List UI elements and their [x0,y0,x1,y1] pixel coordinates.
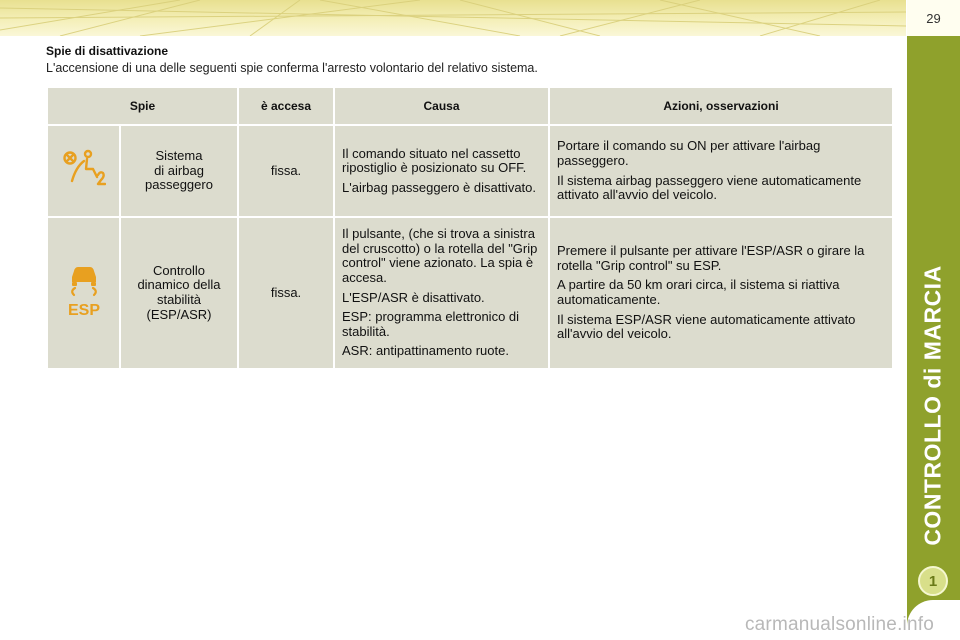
page-number: 29 [907,0,960,36]
light-name-line: Sistema [155,148,203,164]
action-text: Il sistema ESP/ASR viene automaticamente attivato all'avvio del veicolo. [557,311,856,342]
cause-text: ESP: programma elettronico di stabilità. [342,309,520,339]
action-text: A partire da 50 km orari circa, il sistema si riattiva automaticamente. [557,277,840,307]
action-text: Portare il comando su ON per attivare l'airbag passeggero. [557,138,821,168]
action-text: Premere il pulsante per attivare l'ESP/ASR o girare la rotella "Grip control" su ESP. [557,243,865,273]
cause-text: ASR: antipattinamento ruote. [342,343,509,359]
light-state-cell: fissa. [238,217,334,369]
intro-text: L'accensione di una delle seguenti spie conferma l'arresto volontario del relativo sistema. [46,61,538,75]
table-row [47,217,893,369]
light-name-line: stabilità [156,292,202,307]
cause-text: Il pulsante, (che si trova a sinistra del cruscotto) o la rotella del "Grip control" viene azionato. La spia è accesa. [342,226,538,285]
airbag-off-warning-icon [62,149,106,189]
actions-cell [549,125,893,217]
light-name-cell [120,217,238,369]
section-title [907,250,960,560]
actions-cell [549,217,893,369]
header-causa: Causa [334,87,549,125]
header-spie: Spie [47,87,238,125]
light-name-line: (ESP/ASR) [146,306,212,322]
light-name-line: dinamico della [137,277,221,293]
light-name-line: Controllo [152,262,206,278]
header-accesa: è accesa [238,87,334,125]
table-header-row [47,87,893,125]
warning-lights-table [46,86,894,370]
cause-cell [334,125,549,217]
header-azioni: Azioni, osservazioni [549,87,893,125]
icon-cell [47,217,120,369]
cause-text: Il comando situato nel cassetto ripostiglio è posizionato su OFF. [342,145,527,176]
cause-cell [334,217,549,369]
light-name-line: di airbag [154,162,204,178]
esp-icon-label: ESP [67,302,100,318]
action-text: Il sistema airbag passeggero viene automaticamente attivato all'avvio del veicolo. [557,172,862,203]
cause-text: L'airbag passeggero è disattivato. [342,179,536,195]
section-title-text: CONTROLLO di MARCIA [920,264,947,546]
top-decorative-banner [0,0,906,36]
icon-cell [47,125,120,217]
chapter-badge[interactable]: 1 [918,566,948,596]
light-name-cell [120,125,238,217]
table-row [47,125,893,217]
esp-warning-icon [62,265,106,317]
section-heading: Spie di disattivazione [46,44,169,58]
light-name-line: passeggero [145,177,213,193]
cause-text: L'ESP/ASR è disattivato. [342,289,485,305]
watermark-text: carmanualsonline.info [744,614,934,635]
light-state-cell: fissa. [238,125,334,217]
